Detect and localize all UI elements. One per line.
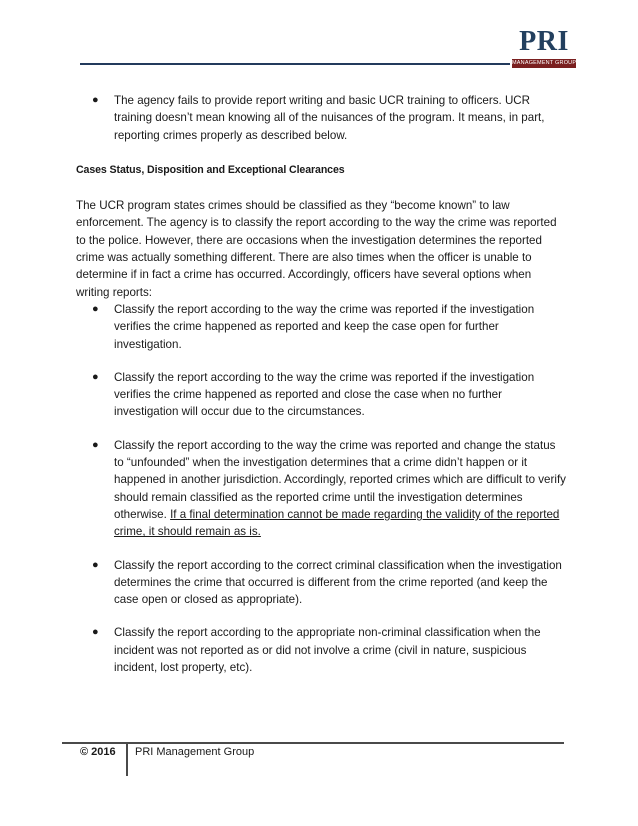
- bullet-icon: ●: [92, 94, 99, 106]
- bullet-icon: ●: [92, 302, 99, 315]
- footer-organization: PRI Management Group: [135, 746, 255, 758]
- list-item: [76, 557, 566, 609]
- header-rule: [80, 63, 510, 65]
- top-bullet-list: [76, 92, 566, 144]
- list-item-text: Classify the report according to the appropriate non-criminal classification when the incident was not reported as or did not involve a crime (civil in nature, suspicious incident, lost property, etc).: [114, 626, 541, 675]
- list-item: [76, 624, 566, 676]
- footer-rule: [62, 742, 564, 744]
- list-item: [76, 301, 566, 353]
- options-bullet-list: [76, 301, 566, 676]
- bullet-icon: ●: [92, 370, 99, 383]
- list-item-text: The agency fails to provide report writing and basic UCR training to officers. UCR training doesn’t mean knowing all of the nuisances of the program. It means, in part, reporting crimes properly as described below.: [114, 94, 545, 142]
- list-item: [76, 369, 566, 421]
- bullet-icon: ●: [92, 438, 99, 451]
- list-item-text: Classify the report according to the way the crime was reported and change the status to “unfounded” when the investigation determines that a crime didn’t happen or it happened in another jurisdiction. Accordingly, reported crimes which are difficult to verify should remain classified as the reported crime until the investigation determines otherwise.: [114, 438, 566, 521]
- list-item-text: Classify the report according to the correct criminal classification when the investigation determines the crime that occurred is different from the crime reported (and keep the case open or closed as appropriate).: [114, 558, 562, 607]
- underlined-note: If a final determination cannot be made regarding the validity of the reported crime, it should remain as is.: [114, 507, 560, 539]
- footer-copyright: © 2016: [80, 746, 116, 758]
- bullet-icon: ●: [92, 558, 99, 571]
- logo-text: PRI: [519, 26, 569, 57]
- page-content: [76, 92, 566, 676]
- list-item: [76, 92, 566, 144]
- footer-divider: [126, 744, 128, 776]
- bullet-icon: ●: [92, 626, 99, 639]
- list-item-text: Classify the report according to the way the crime was reported if the investigation verifies the crime happened as reported and keep the case open for further investigation.: [114, 302, 535, 351]
- list-item-text: Classify the report according to the way the crime was reported if the investigation verifies the crime happened as reported and close the case when no further investigation will occur due to the circumstances.: [114, 370, 535, 419]
- section-paragraph: The UCR program states crimes should be classified as they “become known” to law enforcement. The agency is to classify the report according to the way the crime was reported to the police. However, there are occasions when the investigation determines the reported crime was actually something different. There are also times when the officer is unable to determine if in fact a crime has occurred. Accordingly, officers have several options when writing reports:: [76, 199, 557, 299]
- logo-subtext: MANAGEMENT GROUP: [512, 60, 577, 66]
- pri-logo: [512, 28, 576, 74]
- section-heading: Cases Status, Disposition and Exceptional Clearances: [76, 163, 345, 176]
- list-item: [76, 437, 566, 541]
